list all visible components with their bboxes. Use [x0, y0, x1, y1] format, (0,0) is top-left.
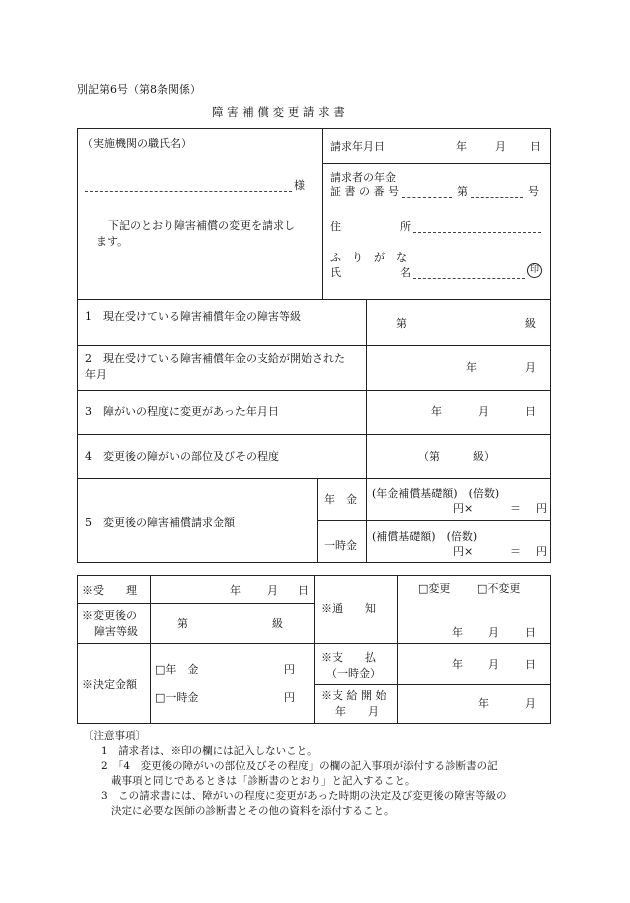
item2-label-line2: 年月	[85, 368, 107, 381]
item5-label: 5 変更後の障害補償請求金額	[85, 516, 235, 529]
item4-value[interactable]: （第 級）	[418, 450, 495, 463]
request-date-day[interactable]: 日	[530, 140, 541, 153]
pension-base-label: (年金補償基礎額) (倍数)	[372, 487, 500, 500]
decision-amount-label: ※決定金額	[82, 678, 137, 691]
request-text-line2: ます。	[96, 235, 129, 248]
notification-change-checkbox: □変更	[418, 582, 451, 595]
receipt-day: 日	[298, 584, 309, 597]
pension-number-dai: 第	[457, 185, 468, 198]
note-2-line1: 2 「4 変更後の障がいの部位及びその程度」の欄の記入事項が添付する診断書の記	[101, 760, 498, 772]
payment-day: 日	[525, 658, 536, 671]
request-date-label: 請求年月日	[330, 140, 385, 153]
item4-label: 4 変更後の障がいの部位及びその程度	[85, 450, 279, 463]
notification-month: 月	[488, 626, 499, 639]
receipt-year: 年	[230, 584, 241, 597]
request-date-month[interactable]: 月	[495, 140, 506, 153]
item3-month[interactable]: 月	[478, 405, 489, 418]
lump-base-label: (補償基礎額) (倍数)	[372, 530, 478, 543]
receipt-label: ※受 理	[82, 584, 137, 597]
decision-pension-checkbox: □年 金	[155, 663, 199, 676]
changed-grade-label-1: ※変更後の	[82, 609, 137, 622]
furigana-label: ふ り が な	[330, 251, 407, 264]
notification-year: 年	[452, 626, 463, 639]
start-label-1: ※支 給 開 始	[321, 689, 387, 702]
lump-calc-yen-result[interactable]: 円	[536, 545, 547, 558]
lump-calc-equals: ＝	[510, 545, 521, 558]
name-label-1: 氏	[330, 266, 341, 279]
form-title: 障 害 補 償 変 更 請 求 書	[212, 105, 345, 119]
addressee-line[interactable]	[85, 191, 292, 192]
receipt-month: 月	[267, 584, 278, 597]
item3-day[interactable]: 日	[525, 405, 536, 418]
item2-year[interactable]: 年	[466, 361, 477, 374]
notes-heading: 〔注意事項〕	[83, 730, 146, 742]
name-field[interactable]	[413, 278, 525, 279]
pension-calc-yen-result[interactable]: 円	[536, 502, 547, 515]
name-label-2: 名	[400, 266, 411, 279]
decision-lump-yen: 円	[284, 691, 295, 704]
pension-number-go: 号	[528, 185, 539, 198]
changed-grade-dai: 第	[177, 617, 188, 630]
seal-mark: 印	[527, 263, 542, 278]
start-month: 月	[525, 697, 536, 710]
pension-calc-yen-times[interactable]: 円×	[453, 502, 474, 515]
request-text-line1: 下記のとおり障害補償の変更を請求し	[108, 219, 295, 232]
note-2-line2: 載事項と同じであるときは「診断書のとおり」と記入すること。	[111, 775, 416, 787]
note-3-line1: 3 この請求書には、障がいの程度に変更があった時期の決定及び変更後の障害等級の	[101, 790, 507, 802]
request-date-year[interactable]: 年	[456, 140, 467, 153]
start-year: 年	[478, 697, 489, 710]
notification-label: ※通 知	[321, 602, 376, 615]
note-1: 1 請求者は、※印の欄には記入しないこと。	[101, 745, 318, 757]
payment-label-2: （一時金）	[326, 667, 381, 680]
changed-grade-label-2: 障害等級	[94, 625, 138, 638]
payment-month: 月	[488, 658, 499, 671]
decision-lump-checkbox: □一時金	[155, 691, 199, 704]
pension-number-label-2: 証 書 の 番 号	[330, 185, 399, 198]
item1-kyu[interactable]: 級	[525, 317, 536, 330]
item1-label: 1 現在受けている障害補償年金の障害等級	[85, 310, 301, 323]
pension-number-label-1: 請求者の年金	[330, 171, 396, 184]
payment-year: 年	[452, 658, 463, 671]
notification-day: 日	[525, 626, 536, 639]
addressee-label: （実施機関の職氏名）	[82, 137, 192, 150]
decision-pension-yen: 円	[284, 663, 295, 676]
pension-calc-equals: ＝	[510, 502, 521, 515]
honorific: 様	[294, 179, 305, 192]
address-label-1: 住	[330, 220, 341, 233]
payment-label-1: ※支 払	[321, 651, 376, 664]
item2-month[interactable]: 月	[525, 361, 536, 374]
changed-grade-kyu: 級	[272, 617, 283, 630]
address-label-2: 所	[400, 220, 411, 233]
start-label-2: 年 月	[335, 705, 379, 718]
note-3-line2: 決定に必要な医師の診断書とその他の資料を添付すること。	[111, 805, 395, 817]
item3-label: 3 障がいの程度に変更があった年月日	[85, 405, 279, 418]
lump-calc-yen-times[interactable]: 円×	[453, 545, 474, 558]
lump-sum-type-label: 一時金	[324, 539, 357, 552]
pension-type-label: 年 金	[324, 493, 357, 506]
notification-nochange-checkbox: □不変更	[477, 582, 521, 595]
form-number: 別記第6号（第8条関係）	[77, 83, 201, 96]
item3-year[interactable]: 年	[431, 405, 442, 418]
item1-dai[interactable]: 第	[396, 317, 407, 330]
item2-label-line1: 2 現在受けている障害補償年金の支給が開始された	[85, 352, 345, 365]
address-field[interactable]	[413, 232, 541, 233]
